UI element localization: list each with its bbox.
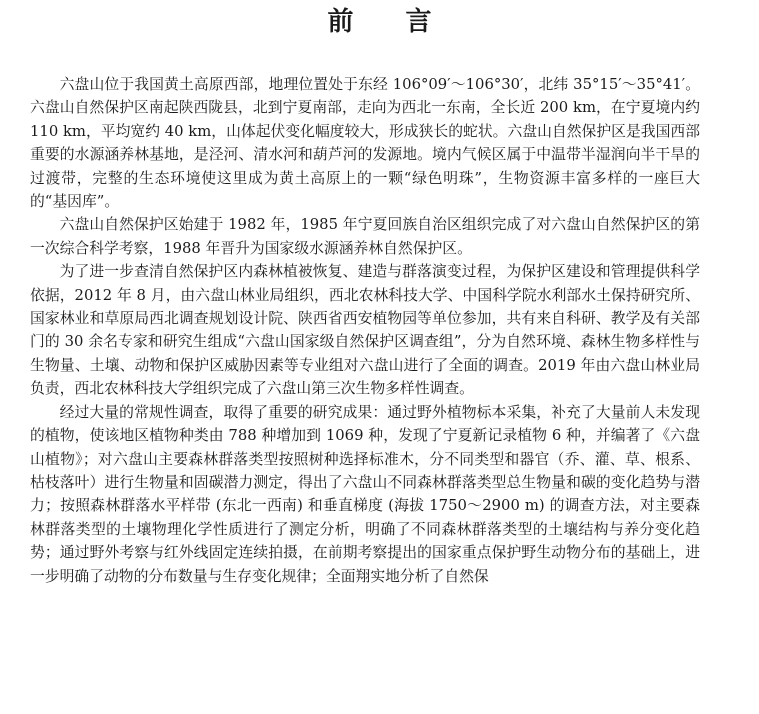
paragraph-4: 经过大量的常规性调查，取得了重要的研究成果：通过野外植物标本采集，补充了大量前人未发现的植物，使该地区植物种类由 788 种增加到 1069 种，发现了宁夏新记录植物 6 种，并编著了《六盘山植物》；对六盘山主要森林群落类型按照树种选择标准木，分不同类型和器官（乔、灌、草、根系、枯枝落叶）进行生物量和固碳潜力测定，得出了六盘山不同森林群落类型总生物量和碳的变化趋势与潜力；按照森林群落水平样带 (东北一西南) 和垂直梯度 (海拔 1750～2900 m) 的调查方法，对主要森林群落类型的土壤物理化学性质进行了测定分析，明确了不同森林群落类型的土壤结构与养分变化趋势；通过野外考察与红外线固定连续拍摄，在前期考察提出的国家重点保护野生动物分布的基础上，进一步明确了动物的分布数量与生存变化规律；全面翔实地分析了自然保 xyxy=(30,403,700,585)
paragraph-3: 为了进一步查清自然保护区内森林植被恢复、建造与群落演变过程，为保护区建设和管理提供科学依据，2012 年 8 月，由六盘山林业局组织，西北农林科技大学、中国科学院水利部水土保持研究所、国家林业和草原局西北调查规划设计院、陕西省西安植物园等单位参加，共有来自科研、教学及有关部门的 30 余名专家和研究生组成“六盘山国家级自然保护区调查组”，分为自然环境、森林生物多样性与生物量、土壤、动物和保护区威胁因素等专业组对六盘山进行了全面的调查。2019 年由六盘山林业局负责，西北农林科技大学组织完成了六盘山第三次生物多样性调查。 xyxy=(30,263,700,398)
paragraph-1: 六盘山位于我国黄土高原西部，地理位置处于东经 106°09′～106°30′，北纬 35°15′～35°41′。六盘山自然保护区南起陕西陇县，北到宁夏南部，走向为西北一东南，全长近 200 km，在宁夏境内约 110 km，平均宽约 40 km，山体起伏变化幅度较大，形成狭长的蛇状。六盘山自然保护区是我国西部重要的水源涵养林基地，是泾河、清水河和葫芦河的发源地。境内气候区属于中温带半湿润向半干旱的过渡带，完整的生态环境使这里成为黄土高原上的一颗“绿色明珠”，生物资源丰富多样的一座巨大的“基因库”。 xyxy=(30,76,700,211)
page-title: 前言 xyxy=(327,7,484,37)
document-body xyxy=(30,73,700,588)
paragraph-2: 六盘山自然保护区始建于 1982 年，1985 年宁夏回族自治区组织完成了对六盘山自然保护区的第一次综合科学考察，1988 年晋升为国家级水源涵养林自然保护区。 xyxy=(30,216,700,257)
